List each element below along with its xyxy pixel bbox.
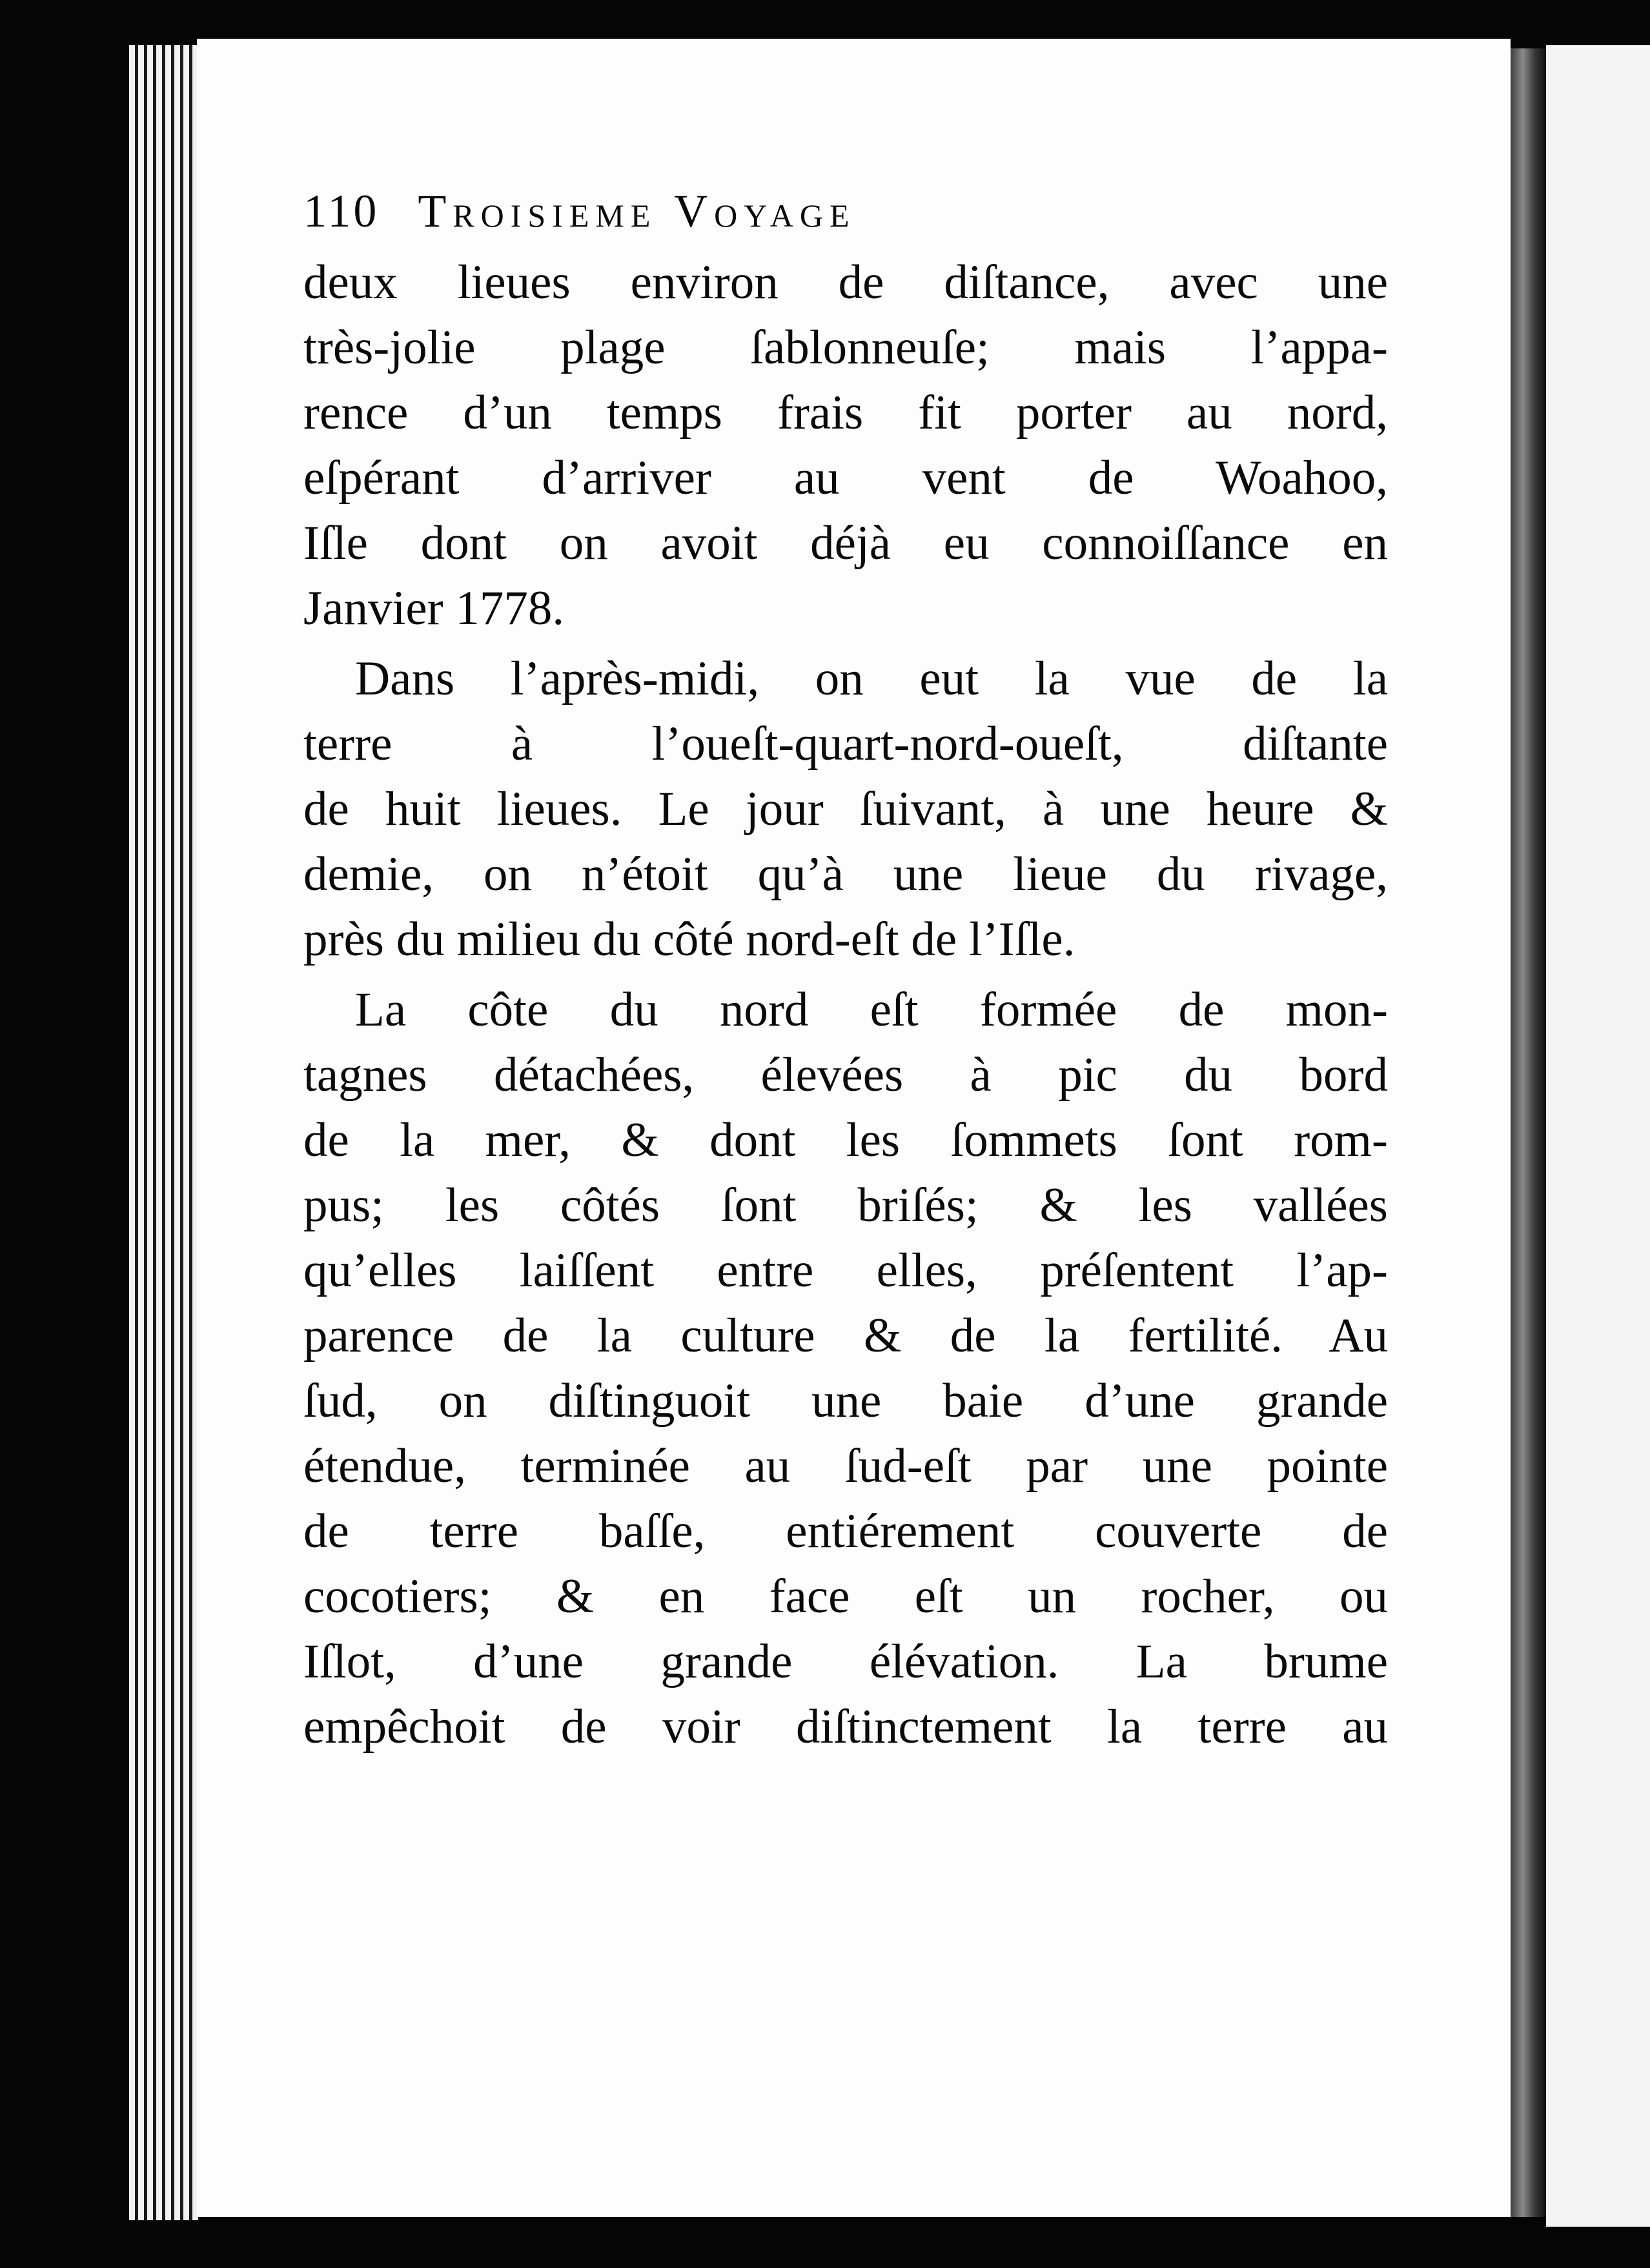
text-line: parence de la culture & de la fertilité. Au bbox=[303, 1309, 1388, 1362]
page-number: 110 bbox=[303, 185, 380, 237]
text-line: eſpérant d’arriver au vent de Woahoo, bbox=[303, 451, 1388, 505]
text-line: qu’elles laiſſent entre elles, préſentent l’ap- bbox=[303, 1244, 1388, 1297]
text-line: très-jolie plage ſablonneuſe; mais l’appa- bbox=[303, 321, 1388, 374]
text-line: Dans l’après-midi, on eut la vue de la bbox=[355, 652, 1388, 705]
paragraph bbox=[303, 250, 1388, 641]
text-line: près du milieu du côté nord-eſt de l’Iſle. bbox=[303, 913, 1075, 966]
text-line: de la mer, & dont les ſommets ſont rom- bbox=[303, 1113, 1388, 1167]
book-page-edges bbox=[129, 45, 200, 2220]
text-line: pus; les côtés ſont briſés; & les vallées bbox=[303, 1179, 1388, 1232]
paragraph bbox=[303, 977, 1388, 1759]
text-line: demie, on n’étoit qu’à une lieue du rivage, bbox=[303, 847, 1388, 901]
text-line: Iſle dont on avoit déjà eu connoiſſance en bbox=[303, 516, 1388, 570]
text-line: empêchoit de voir diſtinctement la terre au bbox=[303, 1700, 1388, 1754]
text-line: Janvier 1778. bbox=[303, 582, 565, 635]
text-line: Iſlot, d’une grande élévation. La brume bbox=[303, 1635, 1388, 1688]
body-text bbox=[303, 250, 1388, 1759]
text-line: La côte du nord eſt formée de mon- bbox=[355, 983, 1388, 1037]
facing-page-edge bbox=[1546, 45, 1650, 2227]
running-head bbox=[303, 176, 1388, 247]
paragraph bbox=[303, 646, 1388, 972]
text-line: rence d’un temps frais fit porter au nord, bbox=[303, 386, 1388, 440]
paragraph-gap bbox=[303, 641, 1388, 646]
text-line: ſud, on diſtinguoit une baie d’une grande bbox=[303, 1374, 1388, 1428]
text-line: de terre baſſe, entiérement couverte de bbox=[303, 1504, 1388, 1558]
text-line: étendue, terminée au ſud-eſt par une pointe bbox=[303, 1439, 1388, 1493]
text-line: deux lieues environ de diſtance, avec une bbox=[303, 256, 1388, 309]
text-line: terre à l’oueſt-quart-nord-oueſt, diſtante bbox=[303, 717, 1388, 771]
running-head-title: Troisieme Voyage bbox=[418, 185, 856, 237]
text-line: de huit lieues. Le jour ſuivant, à une heure & bbox=[303, 782, 1388, 836]
book-gutter bbox=[1507, 48, 1546, 2217]
text-line: cocotiers; & en face eſt un rocher, ou bbox=[303, 1570, 1388, 1623]
text-line: tagnes détachées, élevées à pic du bord bbox=[303, 1048, 1388, 1102]
paragraph-gap bbox=[303, 972, 1388, 977]
